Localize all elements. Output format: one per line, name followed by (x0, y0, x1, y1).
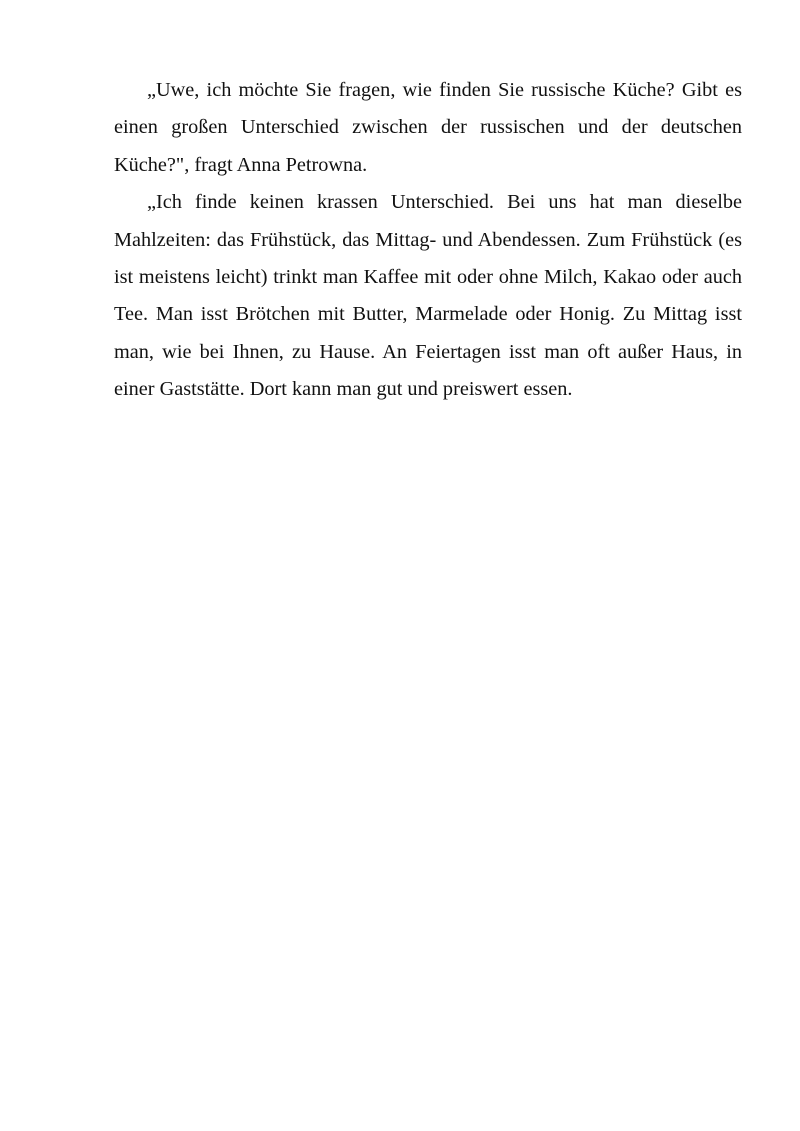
document-body (114, 72, 742, 409)
paragraph-answer: „Ich finde keinen krassen Unterschied. Bei uns hat man dieselbe Mahlzeiten: das Frühstück, das Mittag- und Abendessen. Zum Frühstück (es ist meistens leicht) trinkt man Kaffee mit oder ohne Milch, Kakao oder auch Tee. Man isst Brötchen mit Butter, Marmelade oder Honig. Zu Mittag isst man, wie bei Ihnen, zu Hause. An Feiertagen isst man oft außer Haus, in einer Gaststätte. Dort kann man gut und preiswert essen. (114, 191, 742, 401)
paragraph-question: „Uwe, ich möchte Sie fragen, wie finden Sie russische Küche? Gibt es einen großen Unterschied zwischen der russischen und der deutschen Küche?", fragt Anna Petrowna. (114, 79, 742, 176)
